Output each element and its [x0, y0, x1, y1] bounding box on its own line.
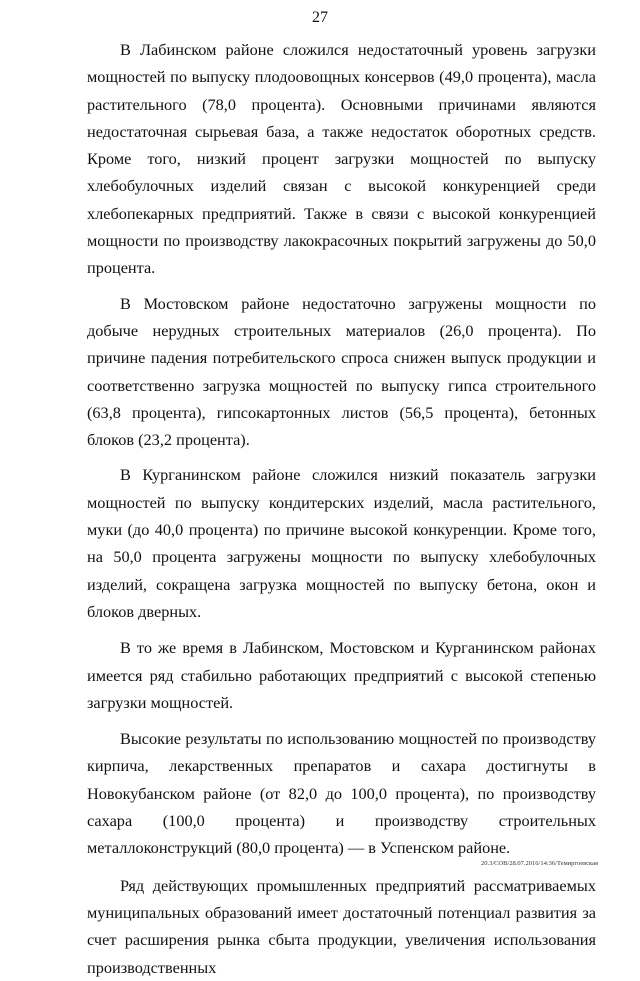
document-body [87, 36, 596, 981]
page-number: 27 [312, 9, 328, 26]
paragraph-kurganinsk: В Курганинском районе сложился низкий показатель загрузки мощностей по выпуску кондитерских изделий, масла растительного, муки (до 40,0 процента) по причине высокой конкуренции. Кроме того, на 50,0 процента загружены мощности по выпуску хлебобулочных изделий, сокращена загрузка мощностей по выпуску бетона, окон и блоков дверных. [87, 465, 596, 621]
paragraph-high-results: Высокие результаты по использованию мощностей по производству кирпича, лекарственных препаратов и сахара достигнуты в Новокубанском районе (от 82,0 до 100,0 процента), по производству сахара (100,0 процента) и производству строительных металлоконструкций (80,0 процента) — в Успенском районе. [87, 729, 596, 858]
footer-stamp: 20.3/СОВ/28.07.2016/14:36/Темиргоевская [480, 860, 598, 867]
paragraph-labinsk: В Лабинском районе сложился недостаточный уровень загрузки мощностей по выпуску плодоовощных консервов (49,0 процента), масла растительного (78,0 процента). Основными причинами являются недостаточная сырьевая база, а также недостаток оборотных средств. Кроме того, низкий процент загрузки мощностей по выпуску хлебобулочных изделий связан с высокой конкуренцией среди хлебопекарных предприятий. Также в связи с высокой конкуренцией мощности по производству лакокрасочных покрытий загружены до 50,0 процента. [87, 40, 596, 278]
paragraph-development-potential: Ряд действующих промышленных предприятий рассматриваемых муниципальных образований имеет достаточный потенциал развития за счет расширения рынка сбыта продукции, увеличения использования производственных [87, 875, 596, 977]
paragraph-stable-enterprises: В то же время в Лабинском, Мостовском и Курганинском районах имеется ряд стабильно работающих предприятий с высокой степенью загрузки мощностей. [87, 638, 596, 712]
paragraph-mostovskoy: В Мостовском районе недостаточно загружены мощности по добыче нерудных строительных материалов (26,0 процента). По причине падения потребительского спроса снижен выпуск продукции и соответственно загрузка мощностей по выпуску гипса строительного (63,8 процента), гипсокартонных листов (56,5 процента), бетонных блоков (23,2 процента). [87, 293, 596, 450]
